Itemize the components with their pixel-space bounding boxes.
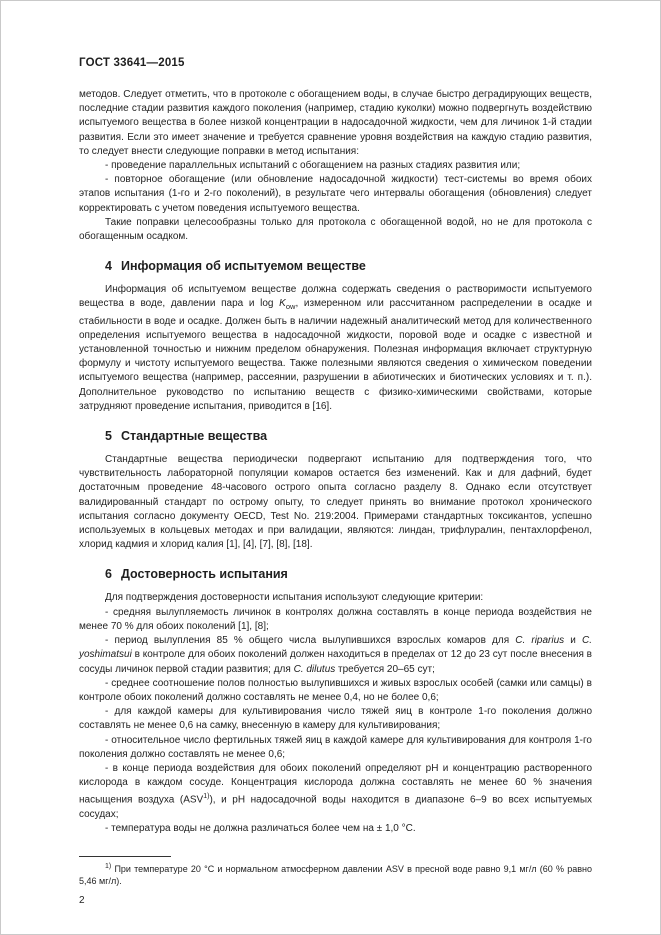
paragraph-text: , измеренном или рассчитанном распределении в осадке и стабильности в воде и осадке. Должен быть в наличии надежный аналитический метод для количественного определения испытуемого вещества в надосадочной жидкости, поровой воде и осадке с известной и установленной точностью и нижним пределом обнаружения. Полезная информация включает структурную формулу и чистоту испытуемого вещества. Также полезными являются сведения о химическом поведении испытуемого вещества (например, рассеянии, разрушении в абиотических и биотических условиях и т. п.). Дополнительное руководство по испытанию веществ с физико-химическими свойствами, которые затрудняют проведение испытания, приводится в [16]. bbox=[79, 298, 593, 412]
criterion-egg-ropes: - для каждой камеры для культивирования число тяжей яиц в контроле 1-го поколения должно составлять не менее 0,6 на самку, внесенную в камеру для культивирования; bbox=[79, 706, 592, 732]
list-item-re-enrichment: - повторное обогащение (или обновление надосадочной жидкости) тест-системы во время обоих этапов испытания (1-го и 2-го поколений), в результате чего интервалы обогащения (обновления) следует корректировать с учетом поведения испытуемого вещества. bbox=[79, 174, 592, 214]
criterion-emergence-period bbox=[79, 634, 592, 677]
paragraph-text: ), и pH надосадочной воды находится в диапазоне 6–9 во всех испытуемых сосудах; bbox=[79, 794, 593, 820]
species-name-dilutus: C. dilutus bbox=[293, 663, 336, 675]
section-4-heading bbox=[105, 258, 592, 274]
section-6-heading bbox=[105, 566, 592, 582]
kow-symbol: K bbox=[279, 298, 286, 310]
section-5-title: Стандартные вещества bbox=[120, 429, 268, 444]
section-5-heading bbox=[105, 428, 592, 444]
paragraph-text: Информация об испытуемом веществе должна содержать сведения о растворимости испытуемого вещества в воде, давлении пара и log bbox=[79, 284, 592, 310]
text-column bbox=[79, 57, 592, 906]
paragraph-amendments-note: Такие поправки целесообразны только для протокола с обогащенной водой, но не для протокола с обогащенным осадком. bbox=[79, 216, 592, 243]
section-4-title: Информация об испытуемом веществе bbox=[120, 259, 366, 274]
section-6-title: Достоверность испытания bbox=[120, 567, 288, 582]
section-4-paragraph bbox=[79, 283, 592, 414]
section-5-number: 5 bbox=[105, 429, 112, 444]
species-name-riparius: C. riparius bbox=[515, 635, 565, 647]
running-header bbox=[79, 57, 592, 69]
paragraph-text: - в конце периода воздействия для обоих поколений определяют pH и концентрацию растворенного кислорода в каждом сосуде. Концентрация кислорода должна составлять не менее 60 % значения насыщения воздуха (ASV bbox=[79, 762, 592, 806]
list-item-parallel-tests: - проведение параллельных испытаний с обогащением на разных стадиях развития или; bbox=[105, 160, 521, 172]
paragraph-text: и bbox=[564, 635, 582, 647]
footnote-text bbox=[79, 861, 592, 887]
footnote-separator bbox=[79, 856, 171, 857]
footnote-marker: 1) bbox=[105, 863, 112, 871]
criterion-fertile-egg-ropes: - относительное число фертильных тяжей яиц в каждой камере для культивирования для контроля 1-го поколения должно составлять не менее 0,6; bbox=[79, 734, 592, 760]
section-5-paragraph: Стандартные вещества периодически подвергают испытанию для подтверждения того, что чувствительность лабораторной популяции комаров остается без изменений. Как и для дафний, будет достаточным проведение 48-часового острого опыта согласно разделу 8. Однако если отсутствует валидированный стандарт по острому опыту, то следует принять во внимание протокол хронического испытания согласно документу OECD, Test No. 219:2004. Примерами стандартных токсикантов, успешно используемых в кольцевых методах и при валидации, являются: линдан, трифлуралин, пентахлорфенол, хлорид кадмия и хлорид калия [1], [4], [7], [8], [18]. bbox=[79, 454, 592, 551]
criterion-hatching-rate: - средняя вылупляемость личинок в контролях должна составлять в конце периода воздействия не менее 70 % для обоих поколений [1], [8]; bbox=[79, 606, 592, 632]
page-number: 2 bbox=[79, 895, 85, 907]
kow-subscript: ow bbox=[285, 302, 296, 312]
doc-code: ГОСТ 33641—2015 bbox=[79, 57, 185, 69]
criterion-temperature: - температура воды не должна различаться более чем на ± 1,0 °C. bbox=[105, 823, 416, 835]
criterion-oxygen-ph bbox=[79, 762, 592, 822]
section-6-number: 6 bbox=[105, 567, 112, 582]
paragraph-text: - период вылупления 85 % общего числа вылупившихся взрослых комаров для bbox=[105, 635, 516, 647]
footnote-body: При температуре 20 °C и нормальном атмосферном давлении ASV в пресной воде равно 9,1 мг/л (60 % равно 5,46 мг/л). bbox=[79, 864, 592, 886]
paragraph-continuation: методов. Следует отметить, что в протоколе с обогащением воды, в случае быстро деградирующих веществ, последние стадии развития каждого поколения (например, стадию куколки) можно подвергнуть воздействию испытуемого вещества в более низкой концентрации в надосадочной жидкости, чем для личинок 1-й стадии развития. Если это имеет значение и требуется сравнение уровня воздействия на каждую стадию развития, то следует внести следующие поправки в метод испытания: bbox=[79, 89, 592, 157]
species-name-yoshimatsui: C. yoshimatsui bbox=[79, 635, 592, 661]
footnote-area bbox=[79, 856, 592, 887]
criterion-sex-ratio: - среднее соотношение полов полностью вылупившихся и живых взрослых особей (самки или самцы) в контроле обоих поколений должно составлять не менее 0,4, но не более 0,6; bbox=[79, 677, 592, 703]
paragraph-text: в контроле для обоих поколений должен находиться в пределах от 12 до 23 сут после внесения в сосуды личинок первой стадии развития; для bbox=[79, 649, 592, 675]
section-6-intro: Для подтверждения достоверности испытания используют следующие критерии: bbox=[105, 592, 484, 604]
section-4-number: 4 bbox=[105, 259, 112, 274]
paragraph-text: требуется 20–65 сут; bbox=[335, 663, 435, 675]
footnote-reference: 1) bbox=[203, 793, 210, 801]
